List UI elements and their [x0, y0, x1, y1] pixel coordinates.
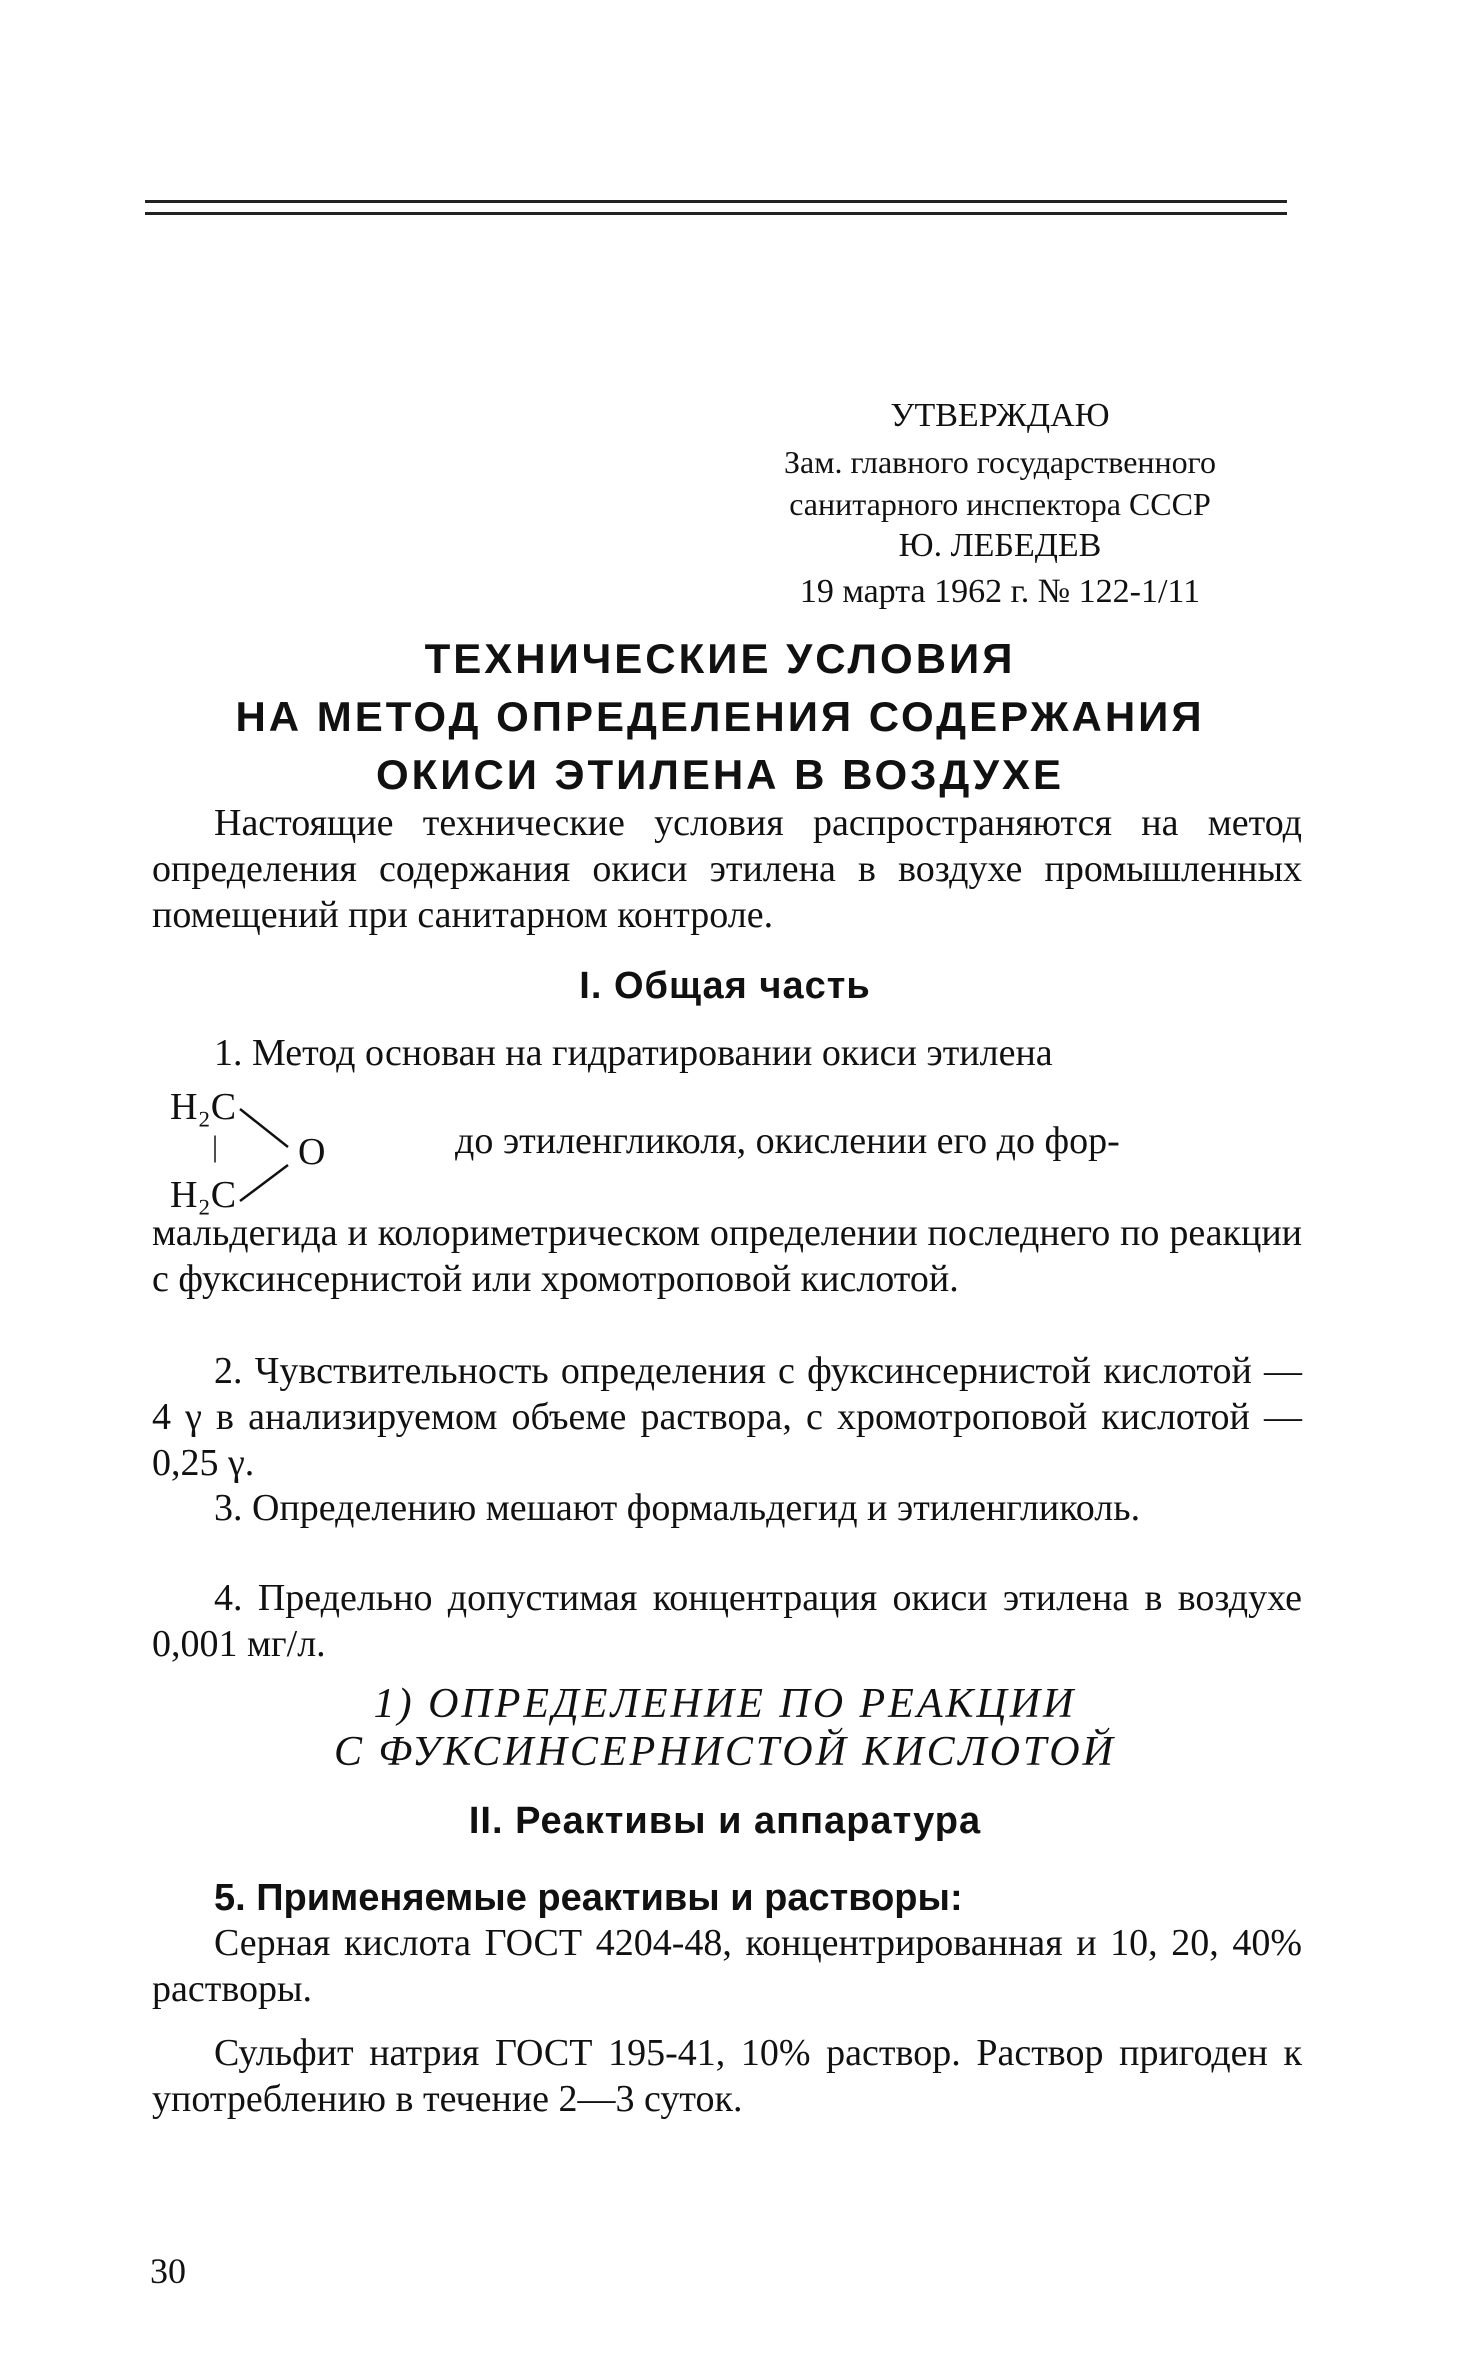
page-number: 30	[150, 2251, 186, 2291]
intro-paragraph: Настоящие технические условия распространяются на метод определения содержания окиси этилена в воздухе промышленных помещений при санитарном контроле.	[152, 802, 1302, 936]
paragraph-5-label-text: 5. Применяемые реактивы и растворы:	[214, 1877, 963, 1919]
ethylene-oxide-formula	[170, 1085, 360, 1225]
subsection-line-2: С ФУКСИНСЕРНИСТОЙ КИСЛОТОЙ	[334, 1729, 1116, 1775]
document-title	[150, 630, 1290, 804]
title-line-3: ОКИСИ ЭТИЛЕНА В ВОЗДУХЕ	[375, 751, 1065, 798]
top-rule-second	[145, 212, 1287, 215]
approval-date: 19 марта 1962 г. № 122-1/11	[799, 573, 1201, 610]
paragraph-5-sulfuric-acid: Серная кислота ГОСТ 4204-48, концентрированная и 10, 20, 40% растворы.	[152, 1922, 1302, 2010]
section-1-heading: I. Общая часть	[579, 965, 871, 1007]
subsection-line-1: 1) ОПРЕДЕЛЕНИЕ ПО РЕАКЦИИ	[373, 1681, 1077, 1727]
title-line-1: ТЕХНИЧЕСКИЕ УСЛОВИЯ	[424, 635, 1016, 682]
approval-position-line2: санитарного инспектора СССР	[789, 486, 1211, 522]
title-line-2: НА МЕТОД ОПРЕДЕЛЕНИЯ СОДЕРЖАНИЯ	[235, 693, 1205, 740]
paragraph-3: 3. Определению мешают формальдегид и этиленгликоль.	[214, 1487, 1141, 1529]
formula-oxygen: O	[298, 1131, 326, 1173]
paragraph-1-end: мальдегида и колориметрическом определении последнего по реакции с фуксинсернистой или хромотроповой кислотой.	[152, 1212, 1302, 1300]
formula-bond-bar: |	[212, 1130, 219, 1163]
top-rule	[145, 200, 1287, 203]
approval-title: УТВЕРЖДАЮ	[890, 397, 1110, 434]
formula-top-group: H₂C	[170, 1086, 237, 1128]
paragraph-4: 4. Предельно допустимая концентрация окиси этилена в воздухе 0,001 мг/л.	[152, 1577, 1302, 1665]
paragraph-5-label	[152, 1875, 1302, 1921]
section-2-heading: II. Реактивы и аппаратура	[468, 1800, 982, 1842]
formula-bonds	[170, 1085, 360, 1225]
paragraph-1-middle: до этиленгликоля, окислении его до фор-	[455, 1120, 1120, 1162]
formula-bottom-group: H₂C	[170, 1174, 237, 1216]
approval-name: Ю. ЛЕБЕДЕВ	[898, 527, 1102, 564]
approval-block	[720, 395, 1280, 613]
paragraph-5-sodium-sulfite: Сульфит натрия ГОСТ 195-41, 10% раствор. Раствор пригоден к употреблению в течение 2—3 суток.	[152, 2032, 1302, 2120]
subsection-heading	[150, 1680, 1300, 1776]
paragraph-2: 2. Чувствительность определения с фуксинсернистой кислотой — 4 γ в анализируемом объеме раствора, с хромотроповой кислотой — 0,25 γ.	[152, 1350, 1302, 1484]
approval-position-line1: Зам. главного государственного	[784, 444, 1216, 480]
paragraph-1-start: 1. Метод основан на гидратировании окиси этилена	[214, 1032, 1053, 1074]
